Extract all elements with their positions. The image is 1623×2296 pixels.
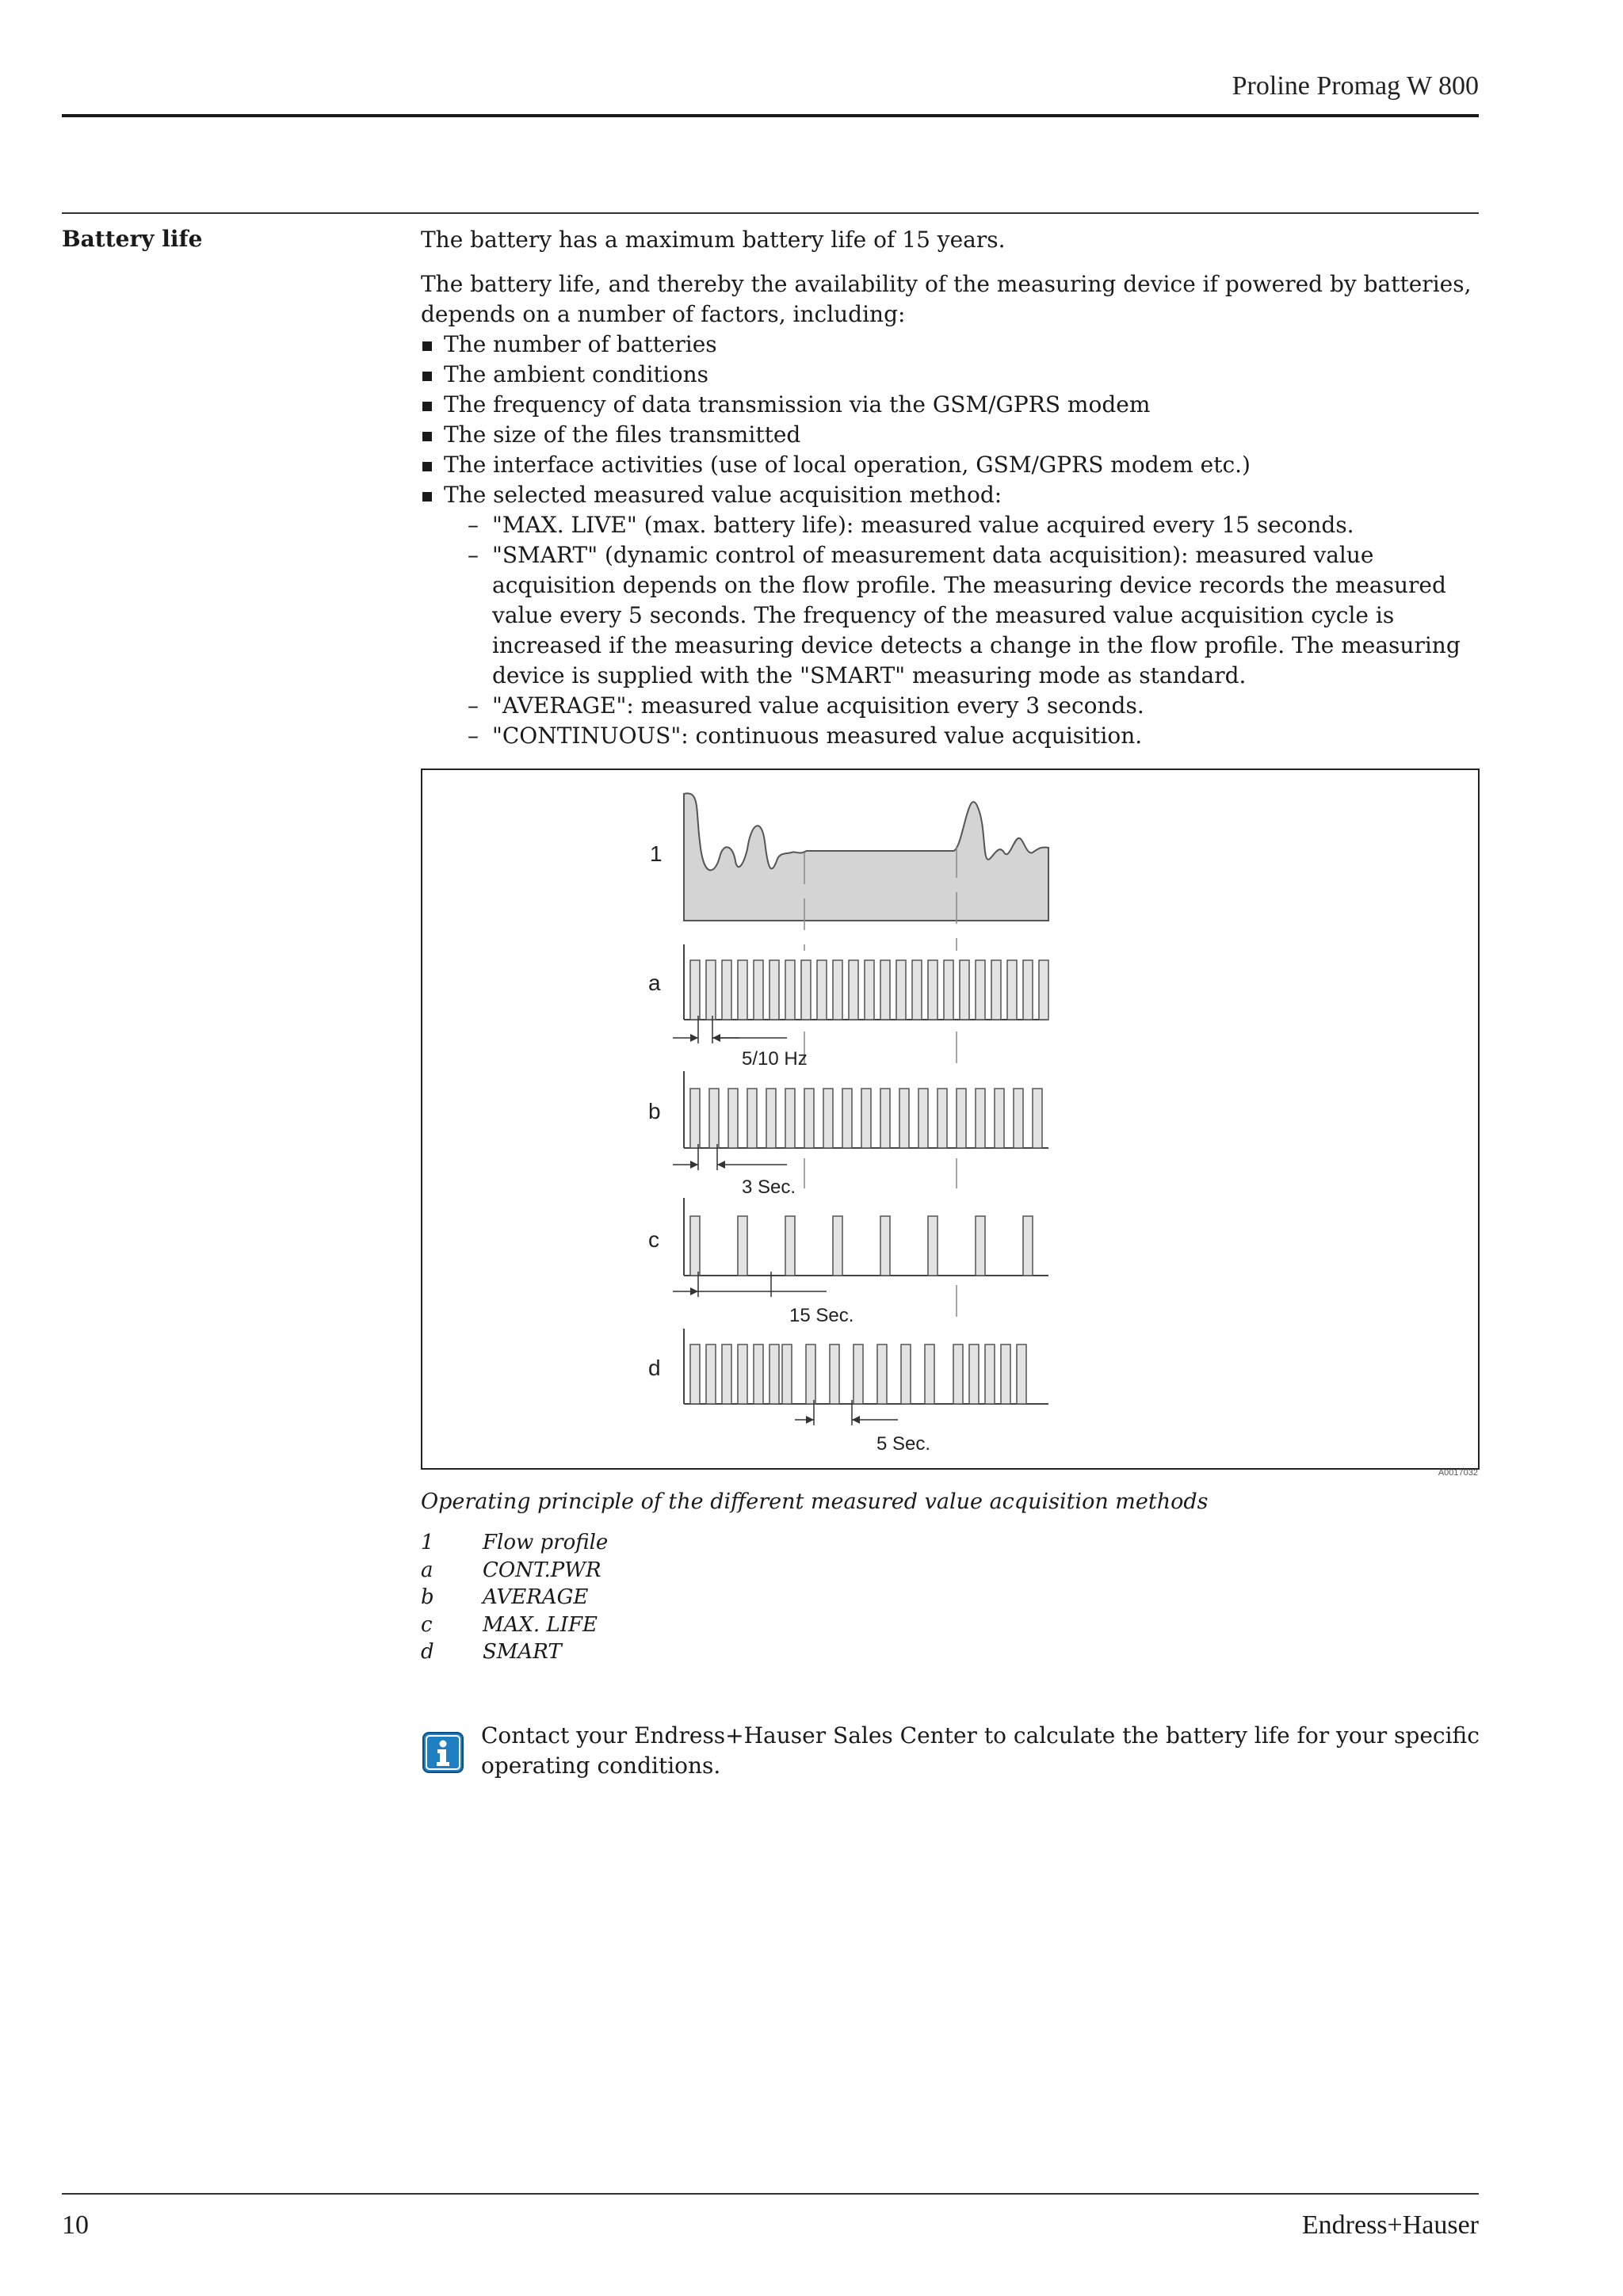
pulse-cont-pwr (1007, 960, 1017, 1020)
pulse-max-life (976, 1216, 985, 1276)
pulse-cont-pwr (928, 960, 938, 1020)
pulse-max-life (1023, 1216, 1033, 1276)
pulse-cont-pwr (754, 960, 763, 1020)
bullet-icon (422, 432, 432, 441)
pulse-average (1014, 1089, 1023, 1148)
list-item: – "AVERAGE": measured value acquisition every 3 seconds. (468, 691, 1483, 721)
pulse-cont-pwr (912, 960, 922, 1020)
pulse-cont-pwr (785, 960, 795, 1020)
pulse-smart (953, 1344, 963, 1404)
pulse-average (1033, 1089, 1042, 1148)
pulse-max-life (928, 1216, 938, 1276)
pulse-average (823, 1089, 833, 1148)
pulse-smart (769, 1344, 779, 1404)
pulse-smart (854, 1344, 863, 1404)
legend-row: d SMART (421, 1640, 562, 1664)
pulse-max-life (833, 1216, 842, 1276)
flow-profile-shape (684, 793, 1048, 921)
arrow-head (712, 1034, 720, 1042)
row-label-b: b (648, 1099, 661, 1123)
pulse-cont-pwr (801, 960, 811, 1020)
pulse-smart (985, 1344, 995, 1404)
pulse-max-life (785, 1216, 795, 1276)
pulse-smart (925, 1344, 934, 1404)
footer-rule (62, 2193, 1479, 2195)
factor-list (421, 330, 1483, 751)
arrow-head (690, 1287, 698, 1295)
list-item: The frequency of data transmission via the GSM/GPRS modem (421, 390, 1483, 420)
pulse-average (976, 1089, 985, 1148)
pulse-average (880, 1089, 890, 1148)
pulse-cont-pwr (833, 960, 842, 1020)
arrow-head (717, 1161, 725, 1169)
list-item: The number of batteries (421, 330, 1483, 360)
pulse-cont-pwr (722, 960, 731, 1020)
pulse-smart (722, 1344, 731, 1404)
legend-row: 1 Flow profile (421, 1531, 609, 1554)
arrow-head (690, 1034, 698, 1042)
figure-legend (421, 1529, 608, 1666)
dash-icon: – (468, 723, 479, 749)
pulse-cont-pwr (896, 960, 906, 1020)
pulse-cont-pwr (849, 960, 858, 1020)
figure-id: A0017032 (1438, 1468, 1478, 1478)
note-text: Contact your Endress+Hauser Sales Center to calculate the battery life for your specific operating conditions. (481, 1722, 1480, 1779)
bullet-icon (422, 372, 432, 381)
pulse-smart (806, 1344, 815, 1404)
pulse-smart (901, 1344, 911, 1404)
pulse-cont-pwr (865, 960, 874, 1020)
intro-text: The battery has a maximum battery life of 15 years. (421, 227, 1006, 253)
pulse-average (957, 1089, 966, 1148)
pulse-cont-pwr (706, 960, 716, 1020)
lead-text: The battery life, and thereby the availability of the measuring device if powered by batteries, depends on a number of factors, including: (421, 271, 1472, 327)
arrow-head (806, 1416, 814, 1424)
pulse-smart (1017, 1344, 1026, 1404)
pulse-max-life (690, 1216, 700, 1276)
list-item: The interface activities (use of local operation, GSM/GPRS modem etc.) (421, 450, 1483, 480)
pulse-average (728, 1089, 738, 1148)
pulse-max-life (738, 1216, 747, 1276)
section-divider (62, 212, 1479, 214)
list-item: The selected measured value acquisition method: – "MAX. LIVE" (max. battery life): measured value acquired every 15 seconds. – "SMART" (dynamic control of measurement data acquisition): measured value acquisition depends on the flow profile. The measuring device records the measured value every 5 seconds. The frequency of the measured value acquisition cycle is increased if the measuring device detects a change in the flow profile. The measuring device is supplied with the "SMART" measuring mode as standard. – "AVERAGE": measured value acquisition every 3 seconds. – "CONTINUOUS": continuous measured value acquisition. (421, 480, 1483, 751)
list-item: – "CONTINUOUS": continuous measured value acquisition. (468, 721, 1483, 751)
pulse-cont-pwr (960, 960, 969, 1020)
list-item: – "SMART" (dynamic control of measurement data acquisition): measured value acquisition depends on the flow profile. The measuring device records the measured value every 5 seconds. The frequency of the measured value acquisition cycle is increased if the measuring device detects a change in the flow profile. The measuring device is supplied with the "SMART" measuring mode as standard. (468, 542, 1461, 688)
row-label-a: a (648, 971, 661, 995)
info-icon (422, 1732, 464, 1773)
pulse-cont-pwr (976, 960, 985, 1020)
pulse-average (938, 1089, 947, 1148)
pulse-smart (738, 1344, 747, 1404)
pulse-smart (754, 1344, 763, 1404)
arrow-head (852, 1416, 860, 1424)
method-list (444, 510, 1483, 751)
pulse-smart (782, 1344, 792, 1404)
list-item: The ambient conditions (421, 360, 1483, 390)
arrow-head (690, 1161, 698, 1169)
interval-label-a: 5/10 Hz (742, 1048, 808, 1070)
list-item: The size of the files transmitted (421, 420, 1483, 450)
pulse-average (861, 1089, 871, 1148)
dash-icon: – (468, 512, 479, 538)
pulse-average (785, 1089, 795, 1148)
pulse-smart (830, 1344, 839, 1404)
pulse-average (842, 1089, 852, 1148)
dash-icon: – (468, 692, 479, 719)
pulse-average (690, 1089, 700, 1148)
pulse-average (995, 1089, 1004, 1148)
pulse-average (918, 1089, 928, 1148)
pulse-cont-pwr (1023, 960, 1033, 1020)
pulse-average (899, 1089, 909, 1148)
pulse-cont-pwr (944, 960, 953, 1020)
pulse-cont-pwr (690, 960, 700, 1020)
row-label-1: 1 (650, 841, 663, 866)
page-number: 10 (62, 2210, 89, 2240)
interval-label-c: 15 Sec. (789, 1305, 854, 1326)
row-label-d: d (648, 1356, 661, 1380)
pulse-smart (1001, 1344, 1010, 1404)
pulse-cont-pwr (1039, 960, 1048, 1020)
acquisition-diagram (421, 769, 1480, 1470)
pulse-average (766, 1089, 776, 1148)
bullet-icon (422, 402, 432, 411)
section-label: Battery life (62, 226, 203, 252)
header-title: Proline Promag W 800 (1232, 71, 1479, 101)
bullet-icon (422, 492, 432, 502)
pulse-cont-pwr (880, 960, 890, 1020)
legend-row: c MAX. LIFE (421, 1612, 598, 1637)
pulse-smart (690, 1344, 700, 1404)
acquisition-diagram-svg (422, 770, 1478, 1468)
legend-row: a CONT.PWR (421, 1558, 601, 1582)
dash-icon: – (468, 542, 479, 568)
bullet-icon (422, 462, 432, 471)
interval-label-b: 3 Sec. (742, 1177, 796, 1198)
pulse-smart (706, 1344, 716, 1404)
bullet-icon (422, 341, 432, 351)
figure-caption: Operating principle of the different measured value acquisition methods (421, 1489, 1209, 1514)
list-item: – "MAX. LIVE" (max. battery life): measured value acquired every 15 seconds. (468, 510, 1483, 540)
pulse-cont-pwr (738, 960, 747, 1020)
legend-row: b AVERAGE (421, 1585, 589, 1609)
pulse-average (804, 1089, 814, 1148)
pulse-average (747, 1089, 757, 1148)
interval-label-d: 5 Sec. (876, 1433, 931, 1455)
footer-brand: Endress+Hauser (1301, 2210, 1479, 2240)
section-body (421, 225, 1483, 751)
pulse-cont-pwr (991, 960, 1001, 1020)
row-label-c: c (648, 1227, 659, 1252)
header-rule (62, 114, 1479, 117)
pulse-smart (969, 1344, 979, 1404)
pulse-cont-pwr (817, 960, 827, 1020)
pulse-average (709, 1089, 719, 1148)
pulse-cont-pwr (769, 960, 779, 1020)
pulse-max-life (880, 1216, 890, 1276)
pulse-smart (877, 1344, 887, 1404)
